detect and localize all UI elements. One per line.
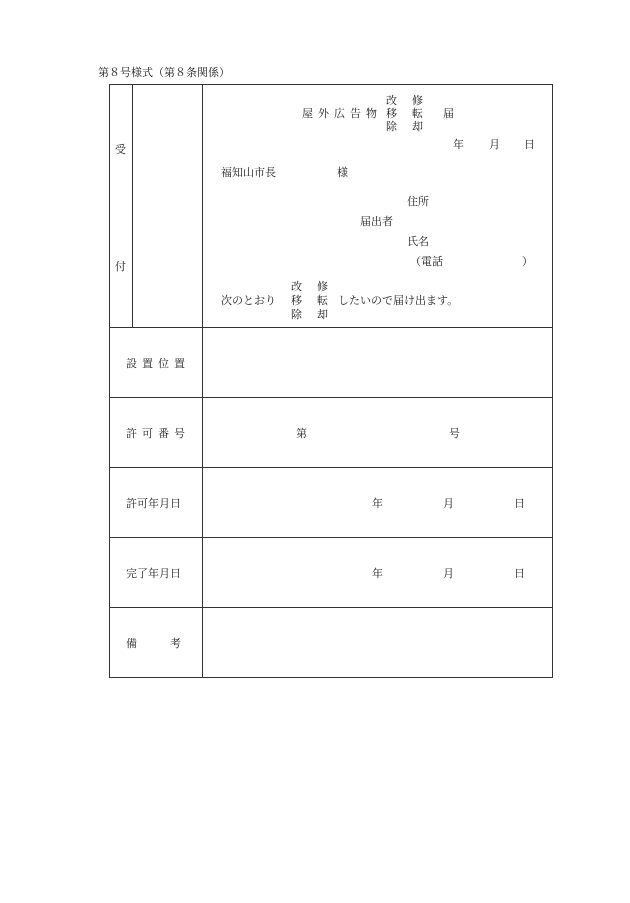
row-divider (109, 607, 553, 608)
address-label: 住所 (407, 195, 429, 208)
row-label-permit-date: 許可年月日 (126, 497, 181, 510)
completion-date-month: 月 (443, 567, 454, 580)
row-divider (109, 327, 553, 328)
form-title: 第８号様式（第８条関係） (98, 66, 230, 79)
notice-kind-relocation: 移 転 (386, 107, 425, 120)
permit-number-prefix: 第 (296, 427, 307, 440)
row-divider (109, 467, 553, 468)
notice-suffix: 届 (443, 107, 454, 120)
row-label-remarks: 備 考 (126, 637, 181, 650)
row-label-completion-date: 完了年月日 (126, 567, 181, 580)
notice-kind-renovation: 改 修 (386, 94, 425, 107)
addressee: 福知山市長 (221, 166, 276, 179)
label-column-divider (202, 84, 203, 678)
permit-number-suffix: 号 (449, 427, 460, 440)
notice-subject: 屋外広告物 (302, 107, 382, 120)
notice-kind-removal: 除 却 (386, 120, 425, 133)
form-table (109, 84, 553, 678)
permit-date-month: 月 (443, 497, 454, 510)
row-divider (109, 397, 553, 398)
receipt-divider (132, 84, 133, 328)
body-prefix: 次のとおり (221, 294, 276, 307)
permit-date-year: 年 (372, 497, 383, 510)
body-kind-relocation: 移 転 (291, 294, 330, 307)
notice-date-year: 年 (453, 138, 464, 151)
row-label-installation-location: 設置位置 (126, 357, 190, 370)
phone-close: ） (522, 255, 533, 268)
notice-date-day: 日 (524, 138, 535, 151)
completion-date-day: 日 (514, 567, 525, 580)
notice-date-month: 月 (489, 138, 500, 151)
applicant-label: 届出者 (360, 215, 393, 228)
body-kind-renovation: 改 修 (291, 280, 330, 293)
row-divider (109, 537, 553, 538)
phone-open: （電話 (410, 255, 443, 268)
honorific: 様 (337, 166, 348, 179)
completion-date-year: 年 (372, 567, 383, 580)
permit-date-day: 日 (514, 497, 525, 510)
body-suffix: したいので届け出ます。 (338, 294, 459, 307)
row-label-permit-number: 許可番号 (126, 427, 190, 440)
body-kind-removal: 除 却 (291, 308, 330, 321)
receipt-label-top: 受 (115, 143, 126, 156)
name-label: 氏名 (407, 235, 429, 248)
receipt-label-bottom: 付 (115, 260, 126, 273)
